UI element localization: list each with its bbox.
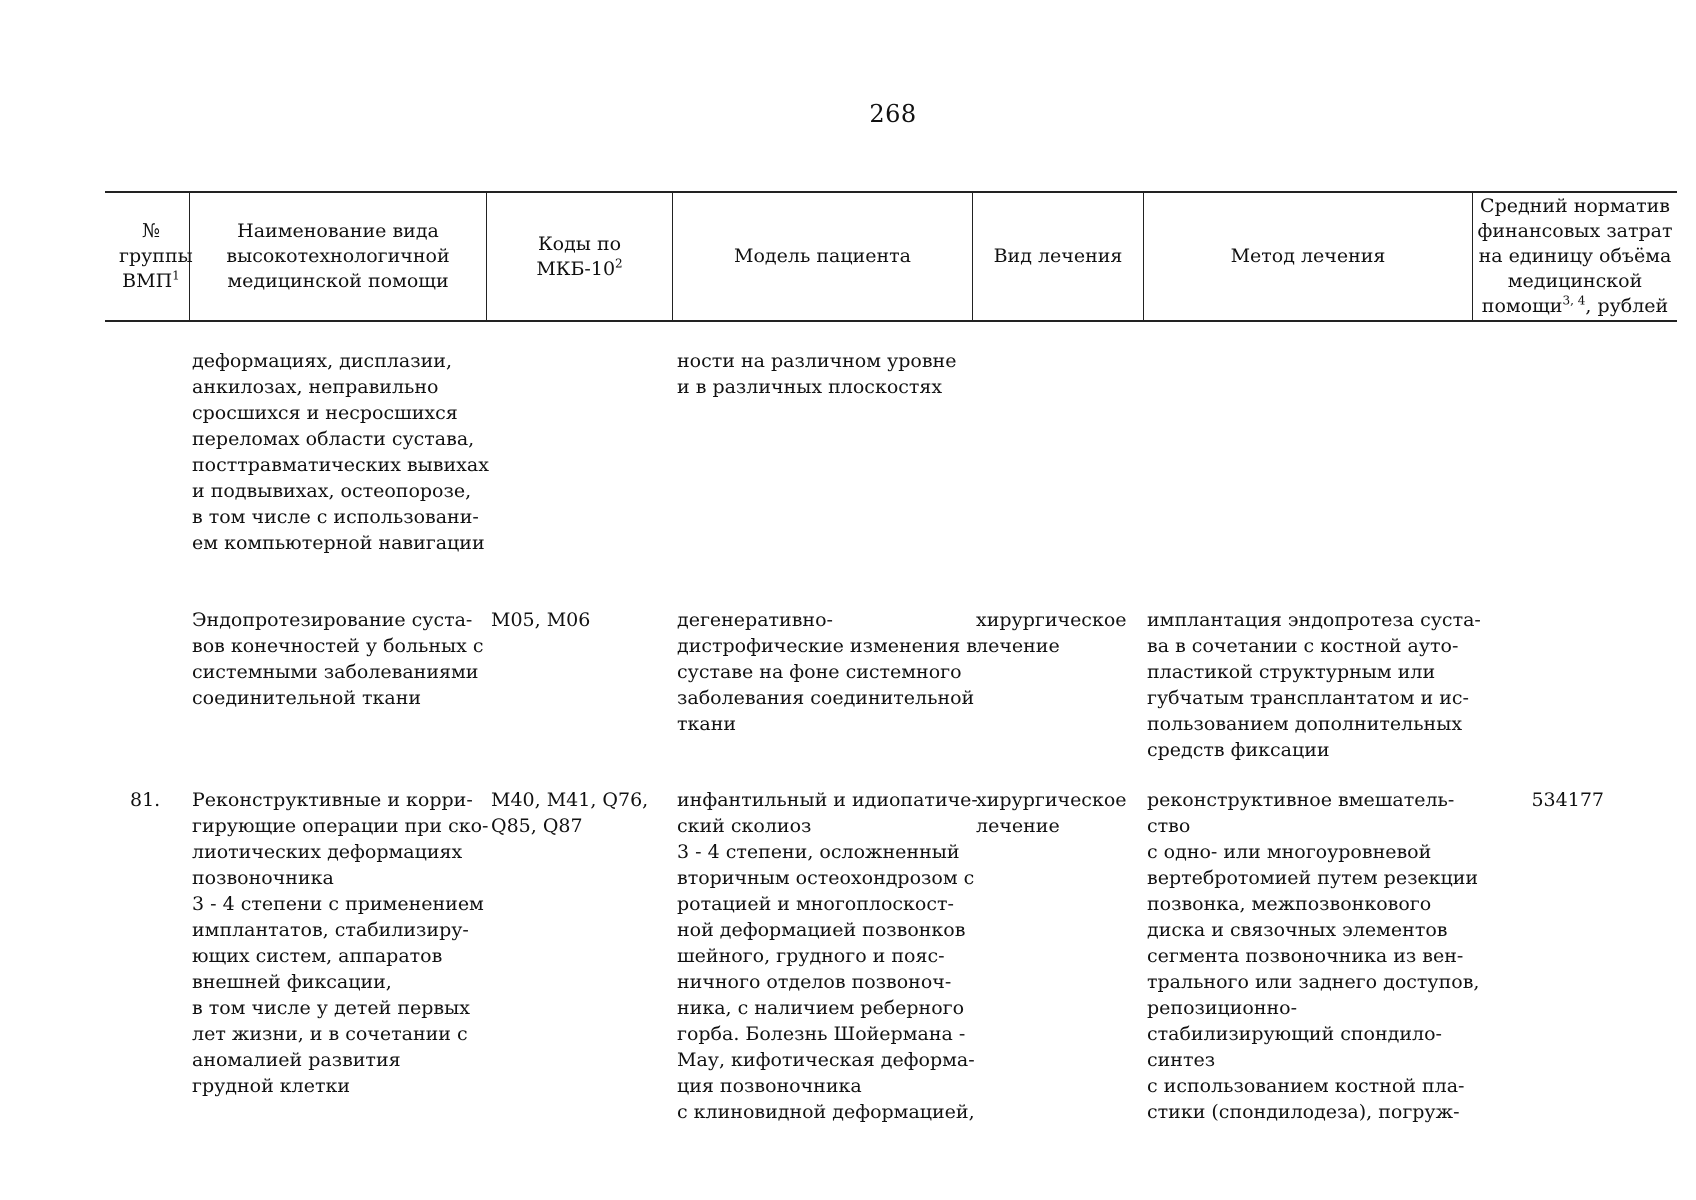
- header-icd-codes-text: Коды по МКБ-10: [536, 232, 622, 280]
- header-cost-text: Средний норматив финансовых затрат на единицу объёма медицинской помощи: [1477, 195, 1673, 317]
- header-treatment-type: [973, 191, 1143, 322]
- header-cost-footnote: 3, 4: [1562, 293, 1586, 308]
- page-number: 268: [869, 100, 917, 128]
- row3-patient-model: инфантильный и идиопатиче- ский сколиоз 3 - 4 степени, осложненный вторичным остеохондрозом с ротацией и многоплоскост- ной деформацией позвонков шейного, грудного и пояс- ничного отделов позвоноч- ника, с наличием реберного горба. Болезнь Шойермана - Мау, кифотическая деформа- ция позвоночника с клиновидной деформацией,: [677, 789, 978, 1123]
- row3-vmp-name: Реконструктивные и корри- гирующие операции при ско- лиотических деформациях позвоночника 3 - 4 степени с применением имплантатов, стабилизиру- ющих систем, аппаратов внешней фиксации, в том числе у детей первых лет жизни, и в сочетании с аномалией развития грудной клетки: [192, 789, 489, 1097]
- header-vmp-name: [190, 191, 486, 322]
- header-group-no: [115, 191, 193, 322]
- header-icd-codes-footnote: 2: [615, 256, 623, 271]
- header-treatment-method: [1144, 191, 1472, 322]
- row2-patient-model: дегенеративно- дистрофические изменения в суставе на фоне системного заболевания соединительной ткани: [677, 609, 977, 735]
- row2-treatment-method: имплантация эндопротеза суста- ва в сочетании с костной ауто- пластикой структурным или губчатым трансплантатом и ис- пользованием дополнительных средств фиксации: [1147, 609, 1481, 761]
- row1-vmp-name: деформациях, дисплазии, анкилозах, неправильно сросшихся и несросшихся переломах области сустава, посттравматических вывихах и подвывихах, остеопорозе, в том числе с использовани- ем компьютерной навигации: [192, 350, 489, 554]
- row2-vmp-name: Эндопротезирование суста- вов конечностей у больных с системными заболеваниями соединительной ткани: [192, 609, 484, 709]
- row2-treatment-type: хирургическое лечение: [976, 609, 1127, 657]
- row1-treatment-method-continued: ности на различном уровне и в различных плоскостях: [677, 350, 957, 398]
- header-patient-model: [673, 191, 972, 322]
- header-cost: [1473, 191, 1677, 322]
- header-vmp-name-text: Наименование вида высокотехнологичной медицинской помощи: [226, 220, 450, 292]
- header-cost-unit: , рублей: [1585, 295, 1669, 317]
- row3-group-number: 81.: [130, 789, 161, 811]
- header-icd-codes: [487, 191, 672, 322]
- row2-icd-codes: M05, M06: [491, 609, 591, 631]
- header-group-no-footnote: 1: [172, 268, 180, 283]
- header-group-no-text: № группы ВМП: [119, 220, 193, 292]
- row3-icd-codes: M40, M41, Q76, Q85, Q87: [491, 789, 649, 837]
- header-treatment-method-text: Метод лечения: [1230, 245, 1386, 267]
- row3-treatment-type: хирургическое лечение: [976, 789, 1127, 837]
- header-patient-model-text: Модель пациента: [734, 245, 911, 267]
- header-treatment-type-text: Вид лечения: [993, 245, 1123, 267]
- row3-cost: 534177: [1531, 789, 1604, 811]
- row3-treatment-method: реконструктивное вмешатель- ство с одно- или многоуровневой вертебротомией путем резекции позвонка, межпозвонкового диска и связочных элементов сегмента позвоночника из вен- трального или заднего доступов, репозиционно- стабилизирующий спондило- синтез с использованием костной пла- стики (спондилодеза), погруж-: [1147, 789, 1480, 1123]
